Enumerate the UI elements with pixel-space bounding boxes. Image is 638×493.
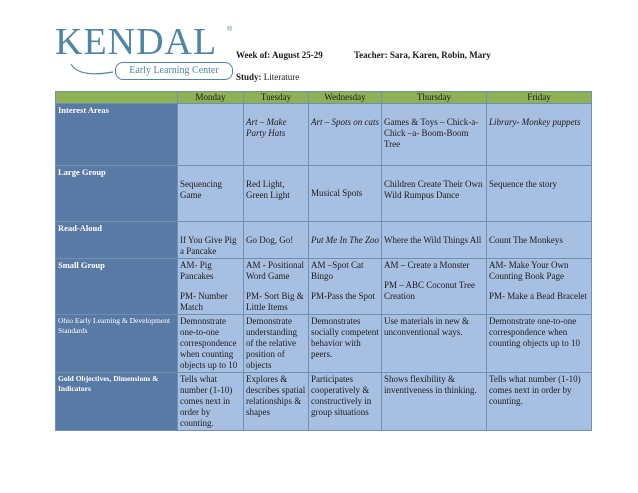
row-label-read: Read-Aloud: [56, 222, 178, 259]
teacher-label: Teacher:: [354, 50, 388, 60]
cell-gold-fri: Tells what number (1-10) comes next in order by counting.: [487, 373, 592, 431]
row-label-gold: Gold Objectives, Dimensions & Indicators: [56, 373, 178, 431]
lesson-plan-table: [55, 91, 592, 431]
day-friday: Friday: [487, 92, 592, 104]
day-header-row: [56, 92, 592, 104]
cell-gold-thu: Shows flexibility & inventiveness in thinking.: [382, 373, 487, 431]
day-wednesday: Wednesday: [309, 92, 382, 104]
cell-interest-tue: Art – Make Party Hats: [244, 104, 309, 166]
cell-ohio-mon: Demonstrate one-to-one correspondence when counting objects up to 10: [178, 315, 244, 373]
cell-interest-thu: Games & Toys – Chick-a-Chick –a- Boom-Boom Tree: [382, 104, 487, 166]
row-gold-objectives: [56, 373, 592, 431]
teacher-value: Sara, Karen, Robin, Mary: [389, 50, 491, 60]
row-ohio-standards: [56, 315, 592, 373]
row-large-group: [56, 166, 592, 222]
cell-ohio-thu: Use materials in new & unconventional ways.: [382, 315, 487, 373]
cell-ohio-wed: Demonstrates socially competent behavior with peers.: [309, 315, 382, 373]
row-small-group: [56, 259, 592, 315]
cell-large-fri: Sequence the story: [487, 166, 592, 222]
day-tuesday: Tuesday: [244, 92, 309, 104]
row-label-small: Small Group: [56, 259, 178, 315]
study: [236, 72, 299, 82]
cell-gold-wed: Participates cooperatively & constructively in group situations: [309, 373, 382, 431]
row-label-ohio: Ohio Early Learning & Development Standards: [56, 315, 178, 373]
study-label: Study:: [236, 72, 262, 82]
row-read-aloud: [56, 222, 592, 259]
teachers: [354, 50, 491, 60]
cell-large-thu: Children Create Their Own Wild Rumpus Dance: [382, 166, 487, 222]
cell-read-fri: Count The Monkeys: [487, 222, 592, 259]
cell-small-thu: AM – Create a Monster PM – ABC Coconut Tree Creation: [382, 259, 487, 315]
week-of: [236, 50, 323, 60]
cell-read-tue: Go Dog, Go!: [244, 222, 309, 259]
cell-large-mon: Sequencing Game: [178, 166, 244, 222]
logo-registered-mark: ®: [227, 26, 233, 33]
header-corner: [56, 92, 178, 104]
cell-large-tue: Red Light, Green Light: [244, 166, 309, 222]
cell-gold-tue: Explores & describes spatial relationships & shapes: [244, 373, 309, 431]
kendal-logo: [55, 22, 235, 82]
row-label-large: Large Group: [56, 166, 178, 222]
cell-read-wed: Put Me In The Zoo: [309, 222, 382, 259]
cell-gold-mon: Tells what number (1-10) comes next in order by counting.: [178, 373, 244, 431]
cell-interest-fri: Library- Monkey puppets: [487, 104, 592, 166]
cell-ohio-tue: Demonstrate understanding of the relative position of objects: [244, 315, 309, 373]
row-label-interest: Interest Areas: [56, 104, 178, 166]
cell-interest-wed: Art – Spots on cats: [309, 104, 382, 166]
logo-swoosh-icon: [69, 62, 115, 80]
logo-wordmark: KENDAL: [55, 21, 218, 63]
logo-subtitle: Early Learning Center: [115, 62, 233, 80]
cell-small-fri: AM- Make Your Own Counting Book Page PM- Make a Bead Bracelet: [487, 259, 592, 315]
week-value: August 25-29: [272, 50, 323, 60]
cell-interest-mon: [178, 104, 244, 166]
cell-read-thu: Where the Wild Things All: [382, 222, 487, 259]
day-thursday: Thursday: [382, 92, 487, 104]
week-label: Week of:: [236, 50, 271, 60]
cell-large-wed: Musical Spots: [309, 166, 382, 222]
cell-small-tue: AM - Positional Word Game PM- Sort Big & Little Items: [244, 259, 309, 315]
day-monday: Monday: [178, 92, 244, 104]
cell-read-mon: If You Give Pig a Pancake: [178, 222, 244, 259]
cell-small-wed: AM –Spot Cat Bingo PM-Pass the Spot: [309, 259, 382, 315]
study-value: Literature: [263, 72, 300, 82]
cell-small-mon: AM- Pig Pancakes PM- Number Match: [178, 259, 244, 315]
row-interest-areas: [56, 104, 592, 166]
cell-ohio-fri: Demonstrate one-to-one correspondence when counting objects up to 10: [487, 315, 592, 373]
